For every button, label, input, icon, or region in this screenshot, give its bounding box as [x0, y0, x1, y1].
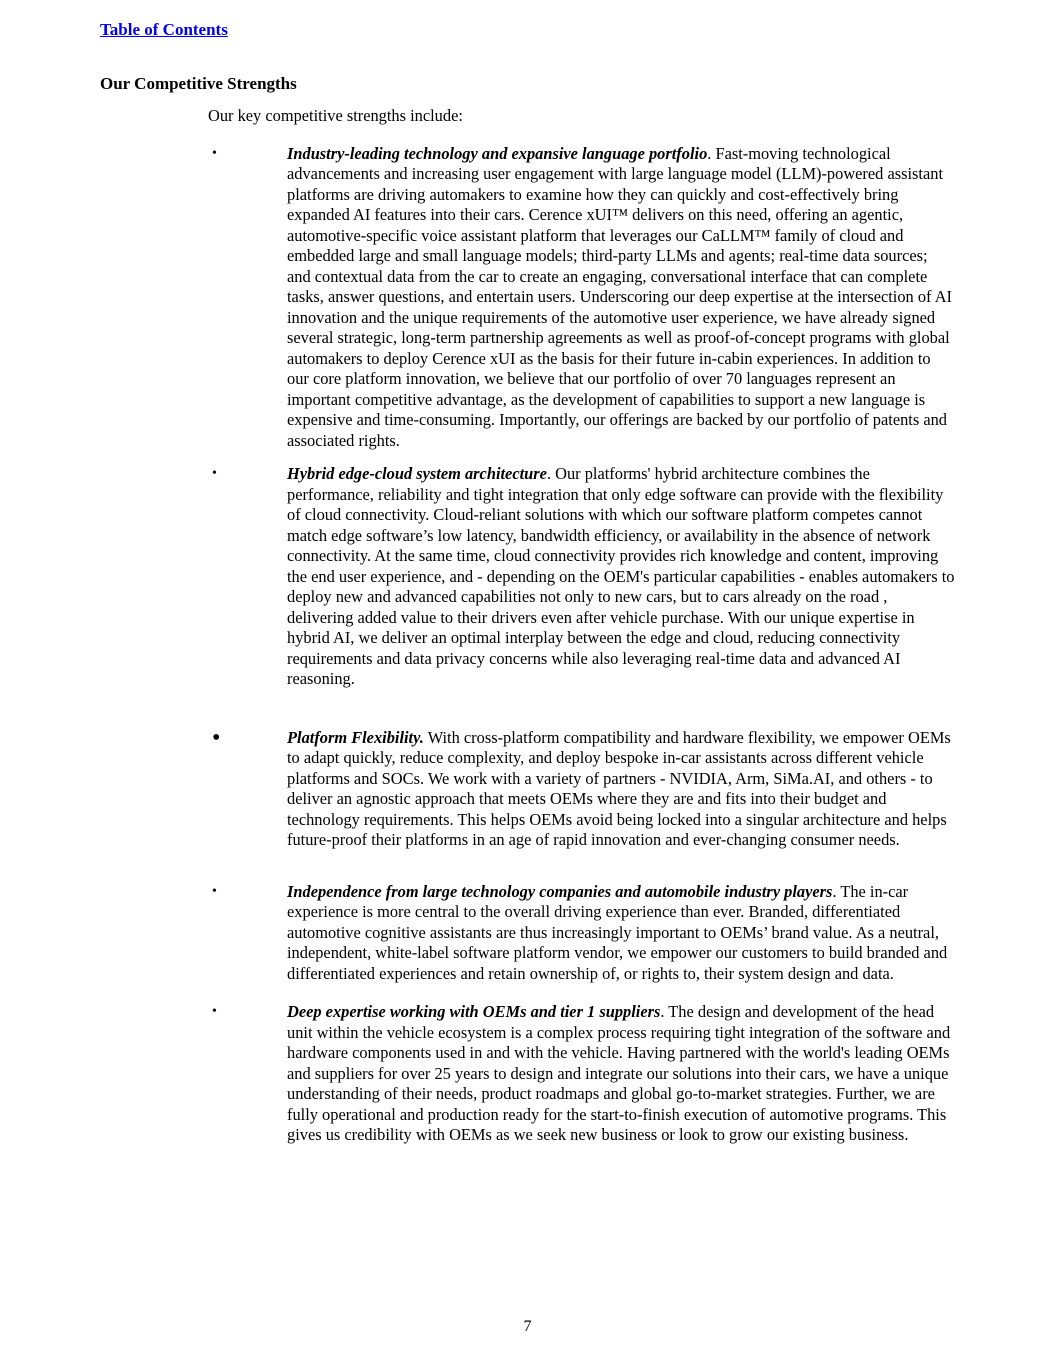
bullet-text: . The design and development of the head unit within the vehicle ecosystem is a complex process requiring tight integration of the software and hardware components used in and with the vehicle. Having partnered with the world's leading OEMs and suppliers for over 25 years to design and integrate our solutions into their cars, we have a unique understanding of their needs, product roadmaps and global go-to-market strategies. Further, we are fully operational and production ready for the start-to-finish execution of automotive programs. This gives us credibility with OEMs as we seek new business or look to grow our existing business.	[287, 1002, 951, 1144]
bullet-text: . Fast-moving technological advancements and increasing user engagement with large language model (LLM)-powered assistant platforms are driving automakers to examine how they can quickly and cost-effectively bring expanded AI features into their cars. Cerence xUI™ delivers on this need, offering an agentic, automotive-specific voice assistant platform that leverages our CaLLM™ family of cloud and embedded large and small language models; third-party LLMs and agents; real-time data sources; and contextual data from the car to create an engaging, conversational interface that can complete tasks, answer questions, and entertain users. Underscoring our deep expertise at the intersection of AI innovation and the unique requirements of the automotive user experience, we have already signed several strategic, long-term partnership agreements as well as proof-of-concept programs with global automakers to deploy Cerence xUI as the basis for their future in-cabin experiences. In addition to our core platform innovation, we believe that our portfolio of over 70 languages represent an important competitive advantage, as the development of capabilities to support a new language is expensive and time-consuming. Importantly, our offerings are backed by our portfolio of patents and associated rights.	[287, 143, 952, 450]
bullet-paragraph	[287, 464, 955, 690]
bullet-item	[210, 724, 955, 851]
table-of-contents-link[interactable]: Table of Contents	[100, 20, 228, 39]
bullet-text: . Our platforms' hybrid architecture combines the performance, reliability and tight integration that only edge software can provide with the flexibility of cloud connectivity. Cloud-reliant solutions with which our software platform competes cannot match edge software’s low latency, bandwidth efficiency, or availability in the absence of network connectivity. At the same time, cloud connectivity provides rich knowledge and content, improving the end user experience, and - depending on the OEM's particular capabilities - enables automakers to deploy new and advanced capabilities not only to new cars, but to cars already on the road , delivering added value to their drivers even after vehicle purchase. With our unique expertise in hybrid AI, we deliver an optimal interplay between the edge and cloud, reducing connectivity requirements and data privacy concerns while also leveraging real-time data and advanced AI reasoning.	[287, 464, 955, 688]
bullet-icon: •	[212, 466, 217, 481]
bullet-lead: Independence from large technology companies and automobile industry players	[287, 881, 833, 901]
bullet-lead: Platform Flexibility.	[287, 727, 424, 747]
bullet-lead: Industry-leading technology and expansive language portfolio	[287, 143, 708, 163]
bullet-item	[210, 144, 955, 452]
bullet-paragraph	[287, 728, 955, 851]
bullet-icon: •	[212, 1004, 217, 1019]
bullet-lead: Hybrid edge-cloud system architecture	[287, 464, 547, 483]
bullet-paragraph	[287, 1002, 955, 1146]
bullet-list	[210, 144, 955, 1146]
bullet-item	[210, 464, 955, 690]
bullet-text: . The in-car experience is more central to the overall driving experience than ever. Branded, differentiated automotive cognitive assistants are thus increasingly important to OEMs’ brand value. As a neutral, independent, white-label software platform vendor, we empower our customers to build branded and differentiated experiences and retain ownership of, or rights to, their system design and data.	[287, 881, 948, 983]
section-heading: Our Competitive Strengths	[100, 74, 297, 93]
bullet-item	[210, 882, 955, 985]
page-number: 7	[523, 1318, 532, 1335]
bullet-lead: Deep expertise working with OEMs and tier 1 suppliers	[287, 1002, 661, 1021]
intro-text: Our key competitive strengths include:	[208, 106, 463, 125]
bullet-paragraph	[287, 882, 955, 985]
bullet-icon: •	[212, 724, 221, 751]
bullet-icon: •	[212, 883, 217, 899]
bullet-item	[210, 1002, 955, 1146]
bullet-text: With cross-platform compatibility and hardware flexibility, we empower OEMs to adapt quickly, reduce complexity, and deploy bespoke in-car assistants across different vehicle platforms and SOCs. We work with a variety of partners - NVIDIA, Arm, SiMa.AI, and others - to deliver an agnostic approach that meets OEMs where they are and fits into their budget and technology requirements. This helps OEMs avoid being locked into a singular architecture and helps future-proof their platforms in an age of rapid innovation and ever-changing consumer needs.	[287, 727, 951, 849]
bullet-icon: •	[212, 145, 217, 161]
bullet-paragraph	[287, 144, 955, 452]
